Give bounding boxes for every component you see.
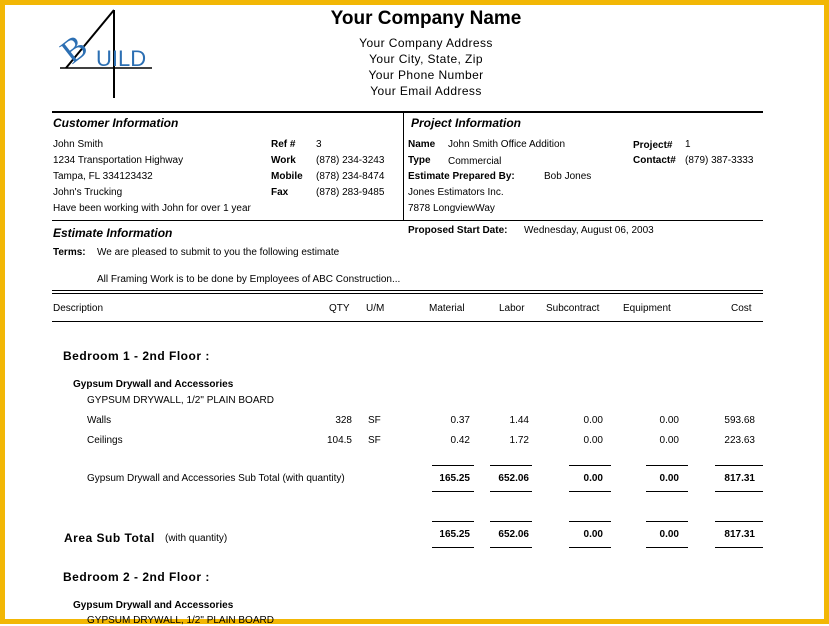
ref-label: Ref # (271, 139, 296, 150)
subtotal-rule (432, 465, 474, 466)
work-phone: (878) 234-3243 (316, 155, 385, 166)
fax-number: (878) 283-9485 (316, 187, 385, 198)
area-total-equipment: 0.00 (659, 529, 679, 540)
project-name: John Smith Office Addition (448, 139, 566, 150)
prepared-by-label: Estimate Prepared By: (408, 171, 515, 182)
estimator-street: 7878 LongviewWay (408, 203, 495, 214)
col-description: Description (53, 303, 104, 314)
start-date-label: Proposed Start Date: (408, 225, 508, 236)
company-address: Your Company Address (359, 36, 493, 50)
logo-letters: UILD (96, 46, 147, 71)
contact-phone: (879) 387-3333 (685, 155, 754, 166)
prepared-by: Bob Jones (544, 171, 592, 182)
terms-text: We are pleased to submit to you the following estimate (97, 247, 340, 258)
area-title: Bedroom 1 - 2nd Floor : (63, 349, 210, 363)
build4-logo (52, 8, 152, 100)
area-total-bottom-rule (569, 547, 611, 548)
subtotal-bottom-rule (569, 491, 611, 492)
subtotal-equipment: 0.00 (659, 473, 679, 484)
estimator-firm: Jones Estimators Inc. (408, 187, 504, 198)
start-date: Wednesday, August 06, 2003 (524, 225, 654, 236)
group-title: Gypsum Drywall and Accessories (73, 600, 234, 611)
row-cost: 593.68 (724, 415, 755, 426)
col-labor: Labor (499, 303, 525, 314)
project-number-label: Project# (633, 140, 673, 151)
group-title: Gypsum Drywall and Accessories (73, 379, 234, 390)
area-title: Bedroom 2 - 2nd Floor : (63, 570, 210, 584)
area-total-rule (490, 521, 532, 522)
subtotal-cost: 817.31 (724, 473, 755, 484)
area-total-bottom-rule (715, 547, 763, 548)
row-equipment: 0.00 (659, 415, 679, 426)
area-total-rule (646, 521, 688, 522)
area-total-labor: 652.06 (498, 529, 529, 540)
company-header (300, 0, 552, 100)
area-total-bottom-rule (432, 547, 474, 548)
project-type-label: Type (408, 155, 431, 166)
item-name: GYPSUM DRYWALL, 1/2" PLAIN BOARD (87, 615, 274, 626)
group-subtotal-label: Gypsum Drywall and Accessories Sub Total (with quantity) (87, 473, 345, 484)
estimate-note: All Framing Work is to be done by Employees of ABC Construction... (97, 274, 401, 285)
area-total-label: Area Sub Total (64, 531, 155, 545)
company-name: Your Company Name (330, 8, 522, 29)
area-total-material: 165.25 (439, 529, 470, 540)
area-total-suffix: (with quantity) (165, 533, 228, 544)
header-rule (52, 111, 763, 113)
mobile-phone: (878) 234-8474 (316, 171, 385, 182)
row-labor: 1.44 (509, 415, 529, 426)
area-total-rule (715, 521, 763, 522)
customer-note: Have been working with John for over 1 year (53, 203, 251, 214)
customer-city: Tampa, FL 334123432 (53, 171, 153, 182)
row-description: Walls (87, 415, 112, 426)
row-subcontract: 0.00 (583, 435, 603, 446)
row-cost: 223.63 (724, 435, 755, 446)
row-qty: 328 (335, 415, 352, 426)
col-material: Material (429, 303, 465, 314)
columns-bottom-rule (52, 321, 763, 322)
subtotal-rule (569, 465, 611, 466)
subtotal-labor: 652.06 (498, 473, 529, 484)
item-name: GYPSUM DRYWALL, 1/2" PLAIN BOARD (87, 395, 274, 406)
area-total-rule (569, 521, 611, 522)
col-cost: Cost (731, 303, 752, 314)
company-phone: Your Phone Number (368, 68, 484, 82)
fax-label: Fax (271, 187, 289, 198)
customer-heading: Customer Information (53, 116, 179, 130)
area-total-bottom-rule (646, 547, 688, 548)
subtotal-material: 165.25 (439, 473, 470, 484)
area-total-cost: 817.31 (724, 529, 755, 540)
project-heading: Project Information (411, 116, 522, 130)
col-equipment: Equipment (623, 303, 671, 314)
row-um: SF (368, 415, 381, 426)
contact-label: Contact# (633, 155, 676, 166)
row-material: 0.42 (450, 435, 470, 446)
area-total-subcontract: 0.00 (583, 529, 603, 540)
customer-street: 1234 Transportation Highway (53, 155, 184, 166)
estimate-heading: Estimate Information (53, 226, 173, 240)
row-subcontract: 0.00 (583, 415, 603, 426)
subtotal-rule (490, 465, 532, 466)
row-equipment: 0.00 (659, 435, 679, 446)
info-divider (403, 113, 404, 220)
ref-value: 3 (316, 139, 322, 150)
mobile-label: Mobile (271, 171, 303, 182)
row-qty: 104.5 (326, 435, 352, 446)
info-rule (52, 220, 763, 221)
logo-letter-b: B (54, 28, 95, 72)
company-email: Your Email Address (370, 84, 482, 98)
subtotal-bottom-rule (715, 491, 763, 492)
col-subcontract: Subcontract (546, 303, 600, 314)
subtotal-bottom-rule (490, 491, 532, 492)
subtotal-subcontract: 0.00 (583, 473, 603, 484)
area-total-rule (432, 521, 474, 522)
subtotal-rule (646, 465, 688, 466)
row-um: SF (368, 435, 381, 446)
col-um: U/M (366, 303, 385, 314)
row-labor: 1.72 (509, 435, 529, 446)
area-total-bottom-rule (490, 547, 532, 548)
project-name-label: Name (408, 139, 436, 150)
subtotal-bottom-rule (646, 491, 688, 492)
subtotal-bottom-rule (432, 491, 474, 492)
subtotal-rule (715, 465, 763, 466)
row-description: Ceilings (87, 435, 123, 446)
columns-top-rule-2 (52, 293, 763, 294)
customer-company: John's Trucking (53, 187, 123, 198)
project-type: Commercial (448, 156, 502, 167)
terms-label: Terms: (53, 247, 86, 258)
row-material: 0.37 (450, 415, 470, 426)
col-qty: QTY (329, 303, 350, 314)
customer-name: John Smith (53, 139, 104, 150)
project-number: 1 (685, 139, 691, 150)
work-label: Work (271, 155, 296, 166)
company-city: Your City, State, Zip (369, 52, 483, 66)
columns-top-rule (52, 290, 763, 291)
